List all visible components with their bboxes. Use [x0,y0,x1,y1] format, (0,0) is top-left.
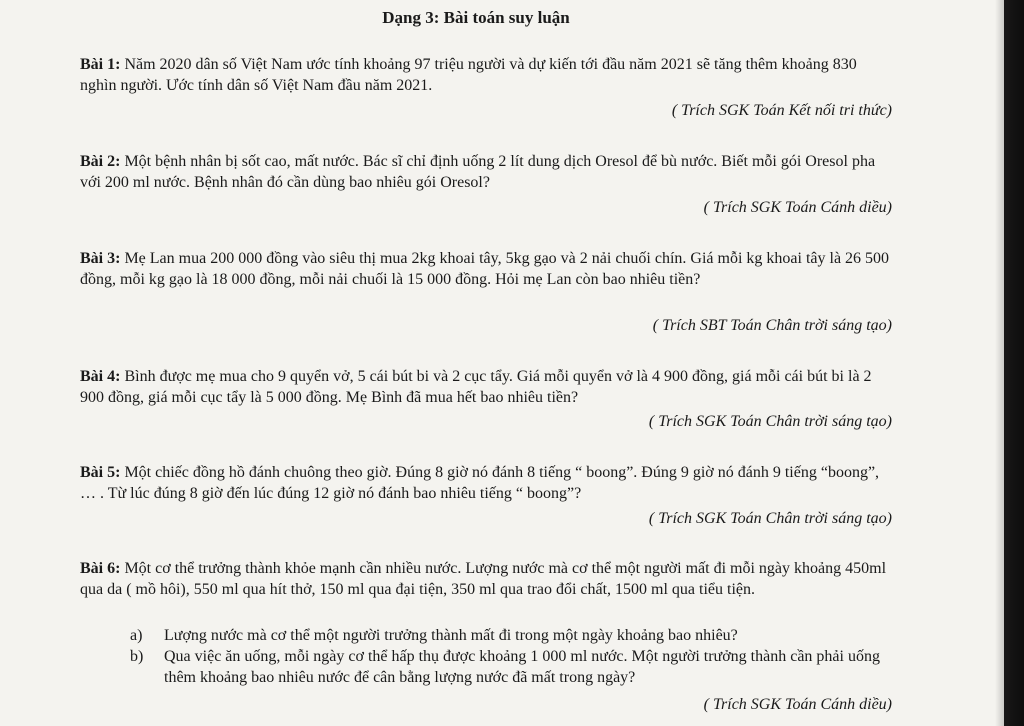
problem-label: Bài 3: [80,250,121,267]
problem-source: ( Trích SBT Toán Chân trời sáng tạo) [652,317,892,334]
sub-question-text: Lượng nước mà cơ thể một người trưởng thành mất đi trong một ngày khoảng bao nhiêu? [164,627,738,644]
problem-text: Một cơ thể trưởng thành khỏe mạnh cần nhiều nước. Lượng nước mà cơ thể một người mất đi mỗi ngày khoảng 450ml qua da ( mồ hôi), 550 ml qua hít thở, 150 ml qua đại tiện, 350 ml qua trao đổi chất, 1500 ml qua tiểu tiện. [80,560,887,598]
problem-source: ( Trích SGK Toán Chân trời sáng tạo) [648,510,892,527]
problem-source: ( Trích SGK Toán Cánh diều) [703,696,892,713]
sub-question-marker: b) [130,648,144,665]
problem-label: Bài 6: [80,560,121,577]
problem-text: Bình được mẹ mua cho 9 quyển vở, 5 cái bút bi và 2 cục tẩy. Giá mỗi quyển vở là 4 900 đồng, giá mỗi cái bút bi là 2 900 đồng, giá mỗi cục tẩy là 5 000 đồng. Mẹ Bình đã mua hết bao nhiêu tiền? [80,368,872,406]
problem-label: Bài 4: [80,368,121,385]
problem-text: Một bệnh nhân bị sốt cao, mất nước. Bác sĩ chỉ định uống 2 lít dung dịch Oresol để bù nước. Biết mỗi gói Oresol pha với 200 ml nước. Bệnh nhân đó cần dùng bao nhiêu gói Oresol? [80,153,876,191]
problem-label: Bài 2: [80,153,121,170]
problem-3 [80,248,895,290]
sub-question-list [130,625,890,688]
problem-6 [80,558,895,600]
problem-text: Một chiếc đồng hồ đánh chuông theo giờ. Đúng 8 giờ nó đánh 8 tiếng “ boong”. Đúng 9 giờ nó đánh 9 tiếng “boong”, … . Từ lúc đúng 8 giờ đến lúc đúng 12 giờ nó đánh bao nhiêu tiếng “ boong”? [80,464,880,502]
sub-question [130,625,890,646]
problem-4 [80,366,895,408]
problem-5 [80,462,895,504]
problem-label: Bài 5: [80,464,121,481]
problem-text: Mẹ Lan mua 200 000 đồng vào siêu thị mua 2kg khoai tây, 5kg gạo và 2 nải chuối chín. Giá mỗi kg khoai tây là 26 500 đồng, mỗi kg gạo là 18 000 đồng, mỗi nải chuối là 15 000 đồng. Hỏi mẹ Lan còn bao nhiêu tiền? [80,250,890,288]
problem-text: Năm 2020 dân số Việt Nam ước tính khoảng 97 triệu người và dự kiến tới đầu năm 2021 sẽ tăng thêm khoảng 830 nghìn người. Ước tính dân số Việt Nam đầu năm 2021. [80,56,857,94]
problem-label: Bài 1: [80,56,121,73]
problem-source: ( Trích SGK Toán Cánh diều) [703,199,892,216]
sub-question-text: Qua việc ăn uống, mỗi ngày cơ thể hấp thụ được khoảng 1 000 ml nước. Một người trưởng thành cần phải uống thêm khoảng bao nhiêu nước để cân bằng lượng nước đã mất trong ngày? [164,648,880,686]
problem-2 [80,151,895,193]
problem-1 [80,54,895,96]
page-title: Dạng 3: Bài toán suy luận [382,8,570,27]
problem-source: ( Trích SGK Toán Kết nối tri thức) [671,102,892,119]
sub-question [130,646,890,688]
problem-source: ( Trích SGK Toán Chân trời sáng tạo) [648,413,892,430]
page-edge-shadow [995,0,1024,726]
sub-question-marker: a) [130,627,143,644]
